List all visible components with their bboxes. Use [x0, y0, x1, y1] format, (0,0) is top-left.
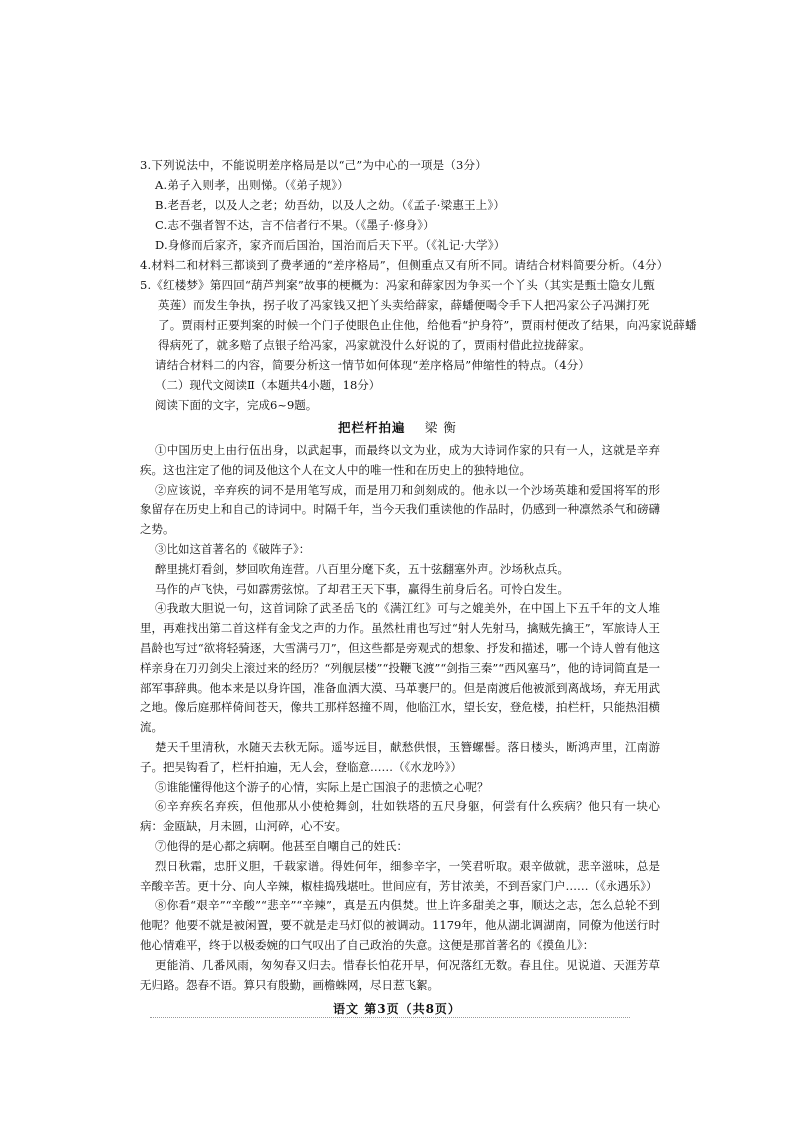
question-5-line: 得病死了，就多赔了点银子给冯家，冯家就没什么好说的了，贾雨村借此拉拢薛家。 [158, 338, 591, 352]
poem-shuilongyin: 楚天千里清秋，水随天去秋无际。遥岑远目，献愁供恨，玉簪螺髻。落日楼头，断鸿声里，江南游子。把吴钩看了，栏杆拍遍，无人会，登临意……（《水龙吟》） [140, 739, 660, 774]
question-3-stem: 3.下列说法中，不能说明差序格局是以“己”为中心的一项是（3分） [140, 158, 487, 172]
question-3-option-a: A.弟子入则孝，出则悌。（《弟子规》） [155, 178, 350, 192]
article-paragraph-6: ⑥辛弃疾名弃疾，但他那从小使枪舞剑，壮如铁塔的五尺身躯，何尝有什么疾病？他只有一块心病：金瓯缺，月未圆，山河碎，心不安。 [140, 799, 660, 834]
question-5-line: 英莲）而发生争执，拐子收了冯家钱又把丫头卖给薛家，薛蟠便喝令手下人把冯家公子冯渊打死 [158, 298, 650, 312]
page-content [140, 155, 697, 995]
question-3-option-d: D.身修而后家齐，家齐而后国治，国治而后天下平。（《礼记·大学》） [155, 238, 506, 252]
question-3-option-c: C.志不强者智不达，言不信者行不果。（《墨子·修身》） [155, 218, 435, 232]
article-paragraph-4: ④我敢大胆说一句，这首词除了武圣岳飞的《满江红》可与之媲美外，在中国上下五千年的文人堆里，再难找出第二首这样有金戈之声的力作。虽然杜甫也写过“射人先射马，擒贼先擒王”，军旅诗人王昌龄也写过“欲将轻骑逐，大雪满弓刀”，但这些都是旁观式的想象、抒发和描述，哪一个诗人曾有他这样亲身在刀刃剑尖上滚过来的经历？“列舰层楼”“投鞭飞渡”“剑指三秦”“西风塞马”，他的诗词简直是一部军事辞典。他本来是以身许国，准备血洒大漠、马革裹尸的。但是南渡后他被派到离战场，弃无用武之地。像后庭那样倚间苍天，像共工那样怒撞不周，他临江水，望长安，登危楼，拍栏杆，只能热泪横流。 [140, 601, 660, 735]
question-4-stem: 4.材料二和材料三都谈到了费孝通的“差序格局”，但侧重点又有所不同。请结合材料简要分析。（4分） [140, 258, 669, 272]
question-5-line: 5.《红楼梦》第四回“葫芦判案”故事的梗概为：冯家和薛家因为争买一个丫头（其实是甄士隐女儿甄 [140, 278, 655, 292]
reading-instruction: 阅读下面的文字，完成6~9题。 [155, 398, 318, 412]
article-paragraph-8: ⑧你看“艰辛”“辛酸”“悲辛”“辛辣”，真是五内俱焚。世上许多甜美之事，顺达之志，怎么总轮不到他呢？他要不就是被闲置，要不就是走马灯似的被调动。1179年，他从湖北调湖南，同僚为他送行时他心情难平，终于以极委婉的口气叹出了自己政治的失意。这便是那首著名的《摸鱼儿》： [140, 898, 660, 952]
article-paragraph-2: ②应该说，辛弃疾的词不是用笔写成，而是用刀和剑刻成的。他永以一个沙场英雄和爱国将军的形象留存在历史上和自己的诗词中。时隔千年，当今天我们重读他的作品时，仍感到一种凛然杀气和磅礴之势。 [140, 482, 660, 537]
article-paragraph-7: ⑦他得的是心都之病啊。他甚至自嘲自己的姓氏： [155, 838, 408, 853]
article-title-text: 把栏杆拍遍 [338, 420, 406, 435]
poem-line: 马作的卢飞快，弓如霹雳弦惊。了却君王天下事，赢得生前身后名。可怜白发生。 [155, 581, 569, 596]
article-paragraph-1: ①中国历史上由行伍出身，以武起事，而最终以文为业，成为大诗词作家的只有一人，这就是辛弃疾。这也注定了他的词及他这个人在文人中的唯一性和在历史上的独特地位。 [140, 443, 660, 477]
question-3-option-b: B.老吾老，以及人之老；幼吾幼，以及人之幼。（《孟子·梁惠王上》） [155, 198, 506, 212]
question-5-prompt: 请结合材料二的内容，简要分析这一情节如何体现“差序格局”伸缩性的特点。（4分） [155, 358, 591, 372]
section-header: （二）现代文阅读Ⅱ（本题共4小题，18分） [155, 378, 381, 392]
article-paragraph-5: ⑤谁能懂得他这个游子的心情，实际上是亡国浪子的悲愤之心呢？ [155, 779, 489, 794]
article-title [140, 415, 660, 441]
article-paragraph-3: ③比如这首著名的《破阵子》： [155, 541, 311, 556]
poem-yongyuele: 烈日秋霜，忠肝义胆，千载家谱。得姓何年，细参辛字，一笑君听取。艰辛做就，悲辛滋味，总是辛酸辛苦。更十分、向人辛辣，椒桂捣残堪吐。世间应有，芳甘浓美，不到吾家门户……（《永遇乐》） [140, 858, 660, 893]
article-author: 梁衡 [424, 420, 462, 435]
question-5-line: 了。贾雨村正要判案的时候一个门子使眼色止住他，给他看“护身符”，贾雨村便改了结果，向冯家说薛蟠 [158, 318, 697, 332]
poem-moyuer: 更能消、几番风雨，匆匆春又归去。惜春长怕花开早，何况落红无数。春且住。见说道、天涯芳草无归路。怨春不语。算只有殷勤，画檐蛛网，尽日惹飞絮。 [140, 957, 660, 992]
poem-line: 醉里挑灯看剑，梦回吹角连营。八百里分麾下炙，五十弦翻塞外声。沙场秋点兵。 [155, 561, 569, 576]
page-footer: 语文 第3页（共8页） [333, 1002, 461, 1016]
footer-divider [150, 1017, 630, 1018]
